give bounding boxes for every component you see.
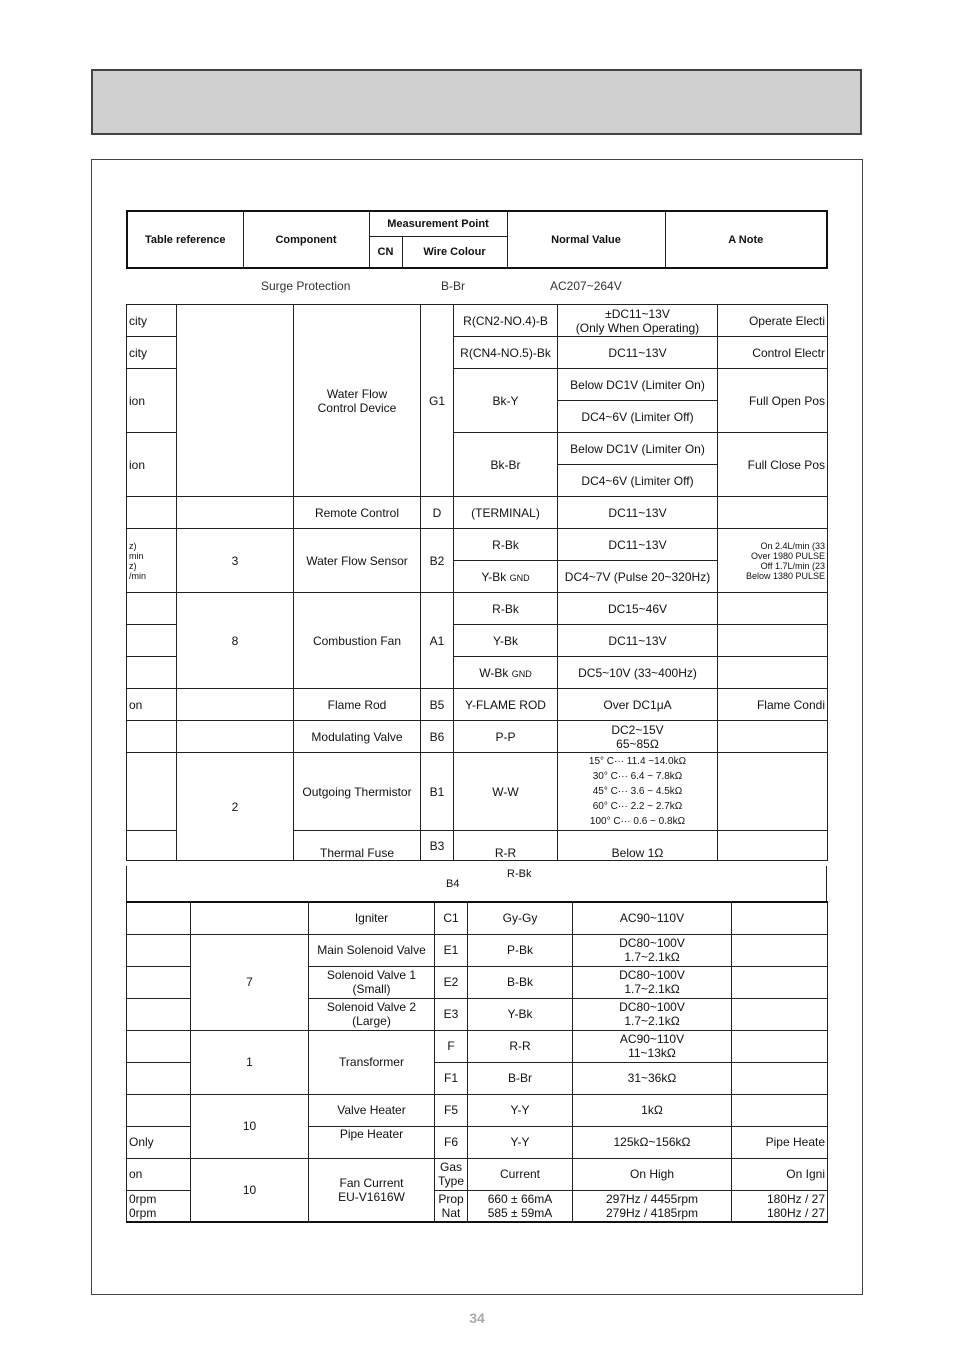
- fc-currents: 660 ± 66mA 585 ± 59mA: [468, 1190, 573, 1222]
- table-ref-cell: [177, 689, 294, 721]
- value-cell: DC4~6V (Limiter Off): [558, 465, 718, 497]
- table-ref-cell: [177, 305, 294, 497]
- table-bottom: [126, 901, 828, 1223]
- ref-cell: city: [127, 337, 177, 369]
- wire-cell: Bk-Y: [454, 369, 558, 433]
- note-cell: Operate Electi: [718, 305, 828, 337]
- wfs-ref: z) min z) /min: [127, 529, 177, 593]
- col-component: Component: [243, 211, 369, 268]
- tr-table-ref: 1: [191, 1030, 309, 1094]
- wire-cell: R(CN4-NO.5)-Bk: [454, 337, 558, 369]
- fr-cn: B5: [421, 689, 454, 721]
- ig-cn: C1: [435, 902, 468, 934]
- table-middle: [126, 304, 828, 861]
- col-wire-colour: Wire Colour: [402, 237, 507, 269]
- overlap-row: [126, 271, 826, 304]
- fc-high-values: 297Hz / 4455rpm 279Hz / 4185rpm: [573, 1190, 732, 1222]
- wire-cell: R-R: [454, 831, 558, 861]
- note-cell: [718, 593, 828, 625]
- value-cell: DC80~100V 1.7~2.1kΩ: [573, 998, 732, 1030]
- ref-cell: ion: [127, 369, 177, 433]
- table-ref-cell: [191, 902, 309, 934]
- value-cell: Below DC1V (Limiter On): [558, 433, 718, 465]
- wire-cell: R-Bk: [454, 529, 558, 561]
- overlap-wire: B-Br: [441, 279, 465, 293]
- value-cell: DC11~13V: [558, 497, 718, 529]
- note-cell: [718, 497, 828, 529]
- ref-cell: [127, 1094, 191, 1126]
- wire-cell: R-R: [468, 1030, 573, 1062]
- ot-values: 15° C··· 11.4 ~14.0kΩ 30° C··· 6.4 ~ 7.8kΩ 45° C··· 3.6 ~ 4.5kΩ 60° C··· 2.2 ~ 2.7kΩ 100° C··· 0.6 ~ 0.8kΩ: [558, 753, 718, 831]
- tf-component: Thermal Fuse: [294, 831, 421, 861]
- value-cell: Below 1Ω: [558, 831, 718, 861]
- ref-cell: Only: [127, 1126, 191, 1158]
- value-cell: Below DC1V (Limiter On): [558, 369, 718, 401]
- ref-cell: [127, 902, 191, 934]
- wire-cell: R(CN2-NO.4)-B: [454, 305, 558, 337]
- ref-cell: city: [127, 305, 177, 337]
- value-cell: DC4~6V (Limiter Off): [558, 401, 718, 433]
- wire-cell: B-Br: [468, 1062, 573, 1094]
- wfs-component: Water Flow Sensor: [294, 529, 421, 593]
- sv1-cn: E2: [435, 966, 468, 998]
- wire-cell: R-Bk: [454, 593, 558, 625]
- wfs-cn: B2: [421, 529, 454, 593]
- sv-table-ref: 7: [191, 934, 309, 1030]
- value-cell: Over DC1μA: [558, 689, 718, 721]
- wire-cell: Y-Bk: [468, 998, 573, 1030]
- ref-cell: [127, 721, 177, 753]
- col-a-note: A Note: [665, 211, 827, 268]
- vh-table-ref: 10: [191, 1094, 309, 1158]
- note-cell: [732, 1062, 828, 1094]
- value-cell: AC90~110V 11~13kΩ: [573, 1030, 732, 1062]
- mv-cn: B6: [421, 721, 454, 753]
- col-table-reference: Table reference: [127, 211, 243, 268]
- gap-cn: B4: [446, 878, 460, 890]
- col-measurement-point: Measurement Point: [369, 211, 507, 237]
- col-cn: CN: [369, 237, 402, 269]
- note-cell: [718, 657, 828, 689]
- ref-cell: 0rpm 0rpm: [127, 1190, 191, 1222]
- cf-table-ref: 8: [177, 593, 294, 689]
- ref-cell: [127, 657, 177, 689]
- note-cell: Pipe Heate: [732, 1126, 828, 1158]
- ref-cell: on: [127, 689, 177, 721]
- note-cell: [718, 721, 828, 753]
- ot-cn: B1: [421, 753, 454, 831]
- value-cell: DC80~100V 1.7~2.1kΩ: [573, 934, 732, 966]
- ot-component: Outgoing Thermistor: [294, 753, 421, 831]
- gap-row: [126, 866, 827, 901]
- ig-component: Igniter: [309, 902, 435, 934]
- fc-onign-label: On Igni: [732, 1158, 828, 1190]
- ref-cell: [127, 934, 191, 966]
- note-cell: [732, 934, 828, 966]
- value-cell: DC4~7V (Pulse 20~320Hz): [558, 561, 718, 593]
- note-cell: [732, 1094, 828, 1126]
- wfcd-cn: G1: [421, 305, 454, 497]
- wfcd-component: Water Flow Control Device: [294, 305, 421, 497]
- ref-cell: [127, 625, 177, 657]
- note-cell: [732, 902, 828, 934]
- page-number: 34: [469, 1310, 485, 1326]
- sv2-cn: E3: [435, 998, 468, 1030]
- wire-cell: (TERMINAL): [454, 497, 558, 529]
- note-cell: [718, 625, 828, 657]
- overlap-value: AC207~264V: [550, 279, 622, 293]
- value-cell: 1kΩ: [573, 1094, 732, 1126]
- wire-cell: Y-Y: [468, 1126, 573, 1158]
- ref-cell: [127, 497, 177, 529]
- rc-component: Remote Control: [294, 497, 421, 529]
- tf-cn: B3: [421, 831, 454, 861]
- ref-cell: on: [127, 1158, 191, 1190]
- fc-component: Fan Current EU-V1616W: [309, 1158, 435, 1222]
- msv-component: Main Solenoid Valve: [309, 934, 435, 966]
- ref-cell: [127, 753, 177, 831]
- fc-table-ref: 10: [191, 1158, 309, 1222]
- ph-component: Pipe Heater: [309, 1126, 435, 1158]
- value-cell: ±DC11~13V (Only When Operating): [558, 305, 718, 337]
- fc-gas-names: Prop Nat: [435, 1190, 468, 1222]
- note-cell: Full Close Pos: [718, 433, 828, 497]
- note-cell: Control Electr: [718, 337, 828, 369]
- note-cell: [732, 966, 828, 998]
- value-cell: DC5~10V (33~400Hz): [558, 657, 718, 689]
- table-ref-cell: [177, 497, 294, 529]
- note-cell: [718, 753, 828, 831]
- vh-cn: F5: [435, 1094, 468, 1126]
- wire-cell: B-Bk: [468, 966, 573, 998]
- gap-wire: R-Bk: [507, 868, 532, 880]
- value-cell: DC80~100V 1.7~2.1kΩ: [573, 966, 732, 998]
- wire-cell: Y-FLAME ROD: [454, 689, 558, 721]
- vh-component: Valve Heater: [309, 1094, 435, 1126]
- value-cell: DC2~15V 65~85Ω: [558, 721, 718, 753]
- note-cell: [718, 831, 828, 861]
- col-normal-value: Normal Value: [507, 211, 665, 268]
- note-cell: [732, 998, 828, 1030]
- tr-cn: F: [435, 1030, 468, 1062]
- cf-component: Combustion Fan: [294, 593, 421, 689]
- cf-cn: A1: [421, 593, 454, 689]
- note-cell: [732, 1030, 828, 1062]
- value-cell: DC11~13V: [558, 625, 718, 657]
- value-cell: 125kΩ~156kΩ: [573, 1126, 732, 1158]
- ref-cell: ion: [127, 433, 177, 497]
- wire-cell: Bk-Br: [454, 433, 558, 497]
- rc-cn: D: [421, 497, 454, 529]
- fc-onhigh-label: On High: [573, 1158, 732, 1190]
- wire-cell: P-P: [454, 721, 558, 753]
- fc-current-label: Current: [468, 1158, 573, 1190]
- ref-cell: [127, 1062, 191, 1094]
- ph-cn: F6: [435, 1126, 468, 1158]
- sv2-component: Solenoid Valve 2 (Large): [309, 998, 435, 1030]
- note-cell: Full Open Pos: [718, 369, 828, 433]
- value-cell: AC90~110V: [573, 902, 732, 934]
- wire-cell: Y-Y: [468, 1094, 573, 1126]
- wire-cell: P-Bk: [468, 934, 573, 966]
- ot-table-ref: 2: [177, 753, 294, 861]
- mv-component: Modulating Valve: [294, 721, 421, 753]
- ref-cell: [127, 1030, 191, 1062]
- ref-cell: [127, 998, 191, 1030]
- table-ref-cell: [177, 721, 294, 753]
- tr-cn: F1: [435, 1062, 468, 1094]
- overlap-component: Surge Protection: [261, 279, 351, 293]
- wire-cell: W-Bk GND: [454, 657, 558, 689]
- fc-gas-type: Gas Type: [435, 1158, 468, 1190]
- ref-cell: [127, 593, 177, 625]
- value-cell: DC11~13V: [558, 529, 718, 561]
- tr-component: Transformer: [309, 1030, 435, 1094]
- value-cell: DC11~13V: [558, 337, 718, 369]
- table-header: [126, 210, 828, 269]
- header-bar: [91, 69, 862, 135]
- wire-cell: Gy-Gy: [468, 902, 573, 934]
- value-cell: 31~36kΩ: [573, 1062, 732, 1094]
- ref-cell: [127, 831, 177, 861]
- fc-ign-values: 180Hz / 27 180Hz / 27: [732, 1190, 828, 1222]
- msv-cn: E1: [435, 934, 468, 966]
- fr-component: Flame Rod: [294, 689, 421, 721]
- wire-cell: Y-Bk: [454, 625, 558, 657]
- value-cell: DC15~46V: [558, 593, 718, 625]
- sv1-component: Solenoid Valve 1 (Small): [309, 966, 435, 998]
- wire-cell: W-W: [454, 753, 558, 831]
- ref-cell: [127, 966, 191, 998]
- wfs-note: On 2.4L/min (33 Over 1980 PULSE Off 1.7L/min (23 Below 1380 PULSE: [718, 529, 828, 593]
- note-cell: Flame Condi: [718, 689, 828, 721]
- wire-cell: Y-Bk GND: [454, 561, 558, 593]
- wfs-table-ref: 3: [177, 529, 294, 593]
